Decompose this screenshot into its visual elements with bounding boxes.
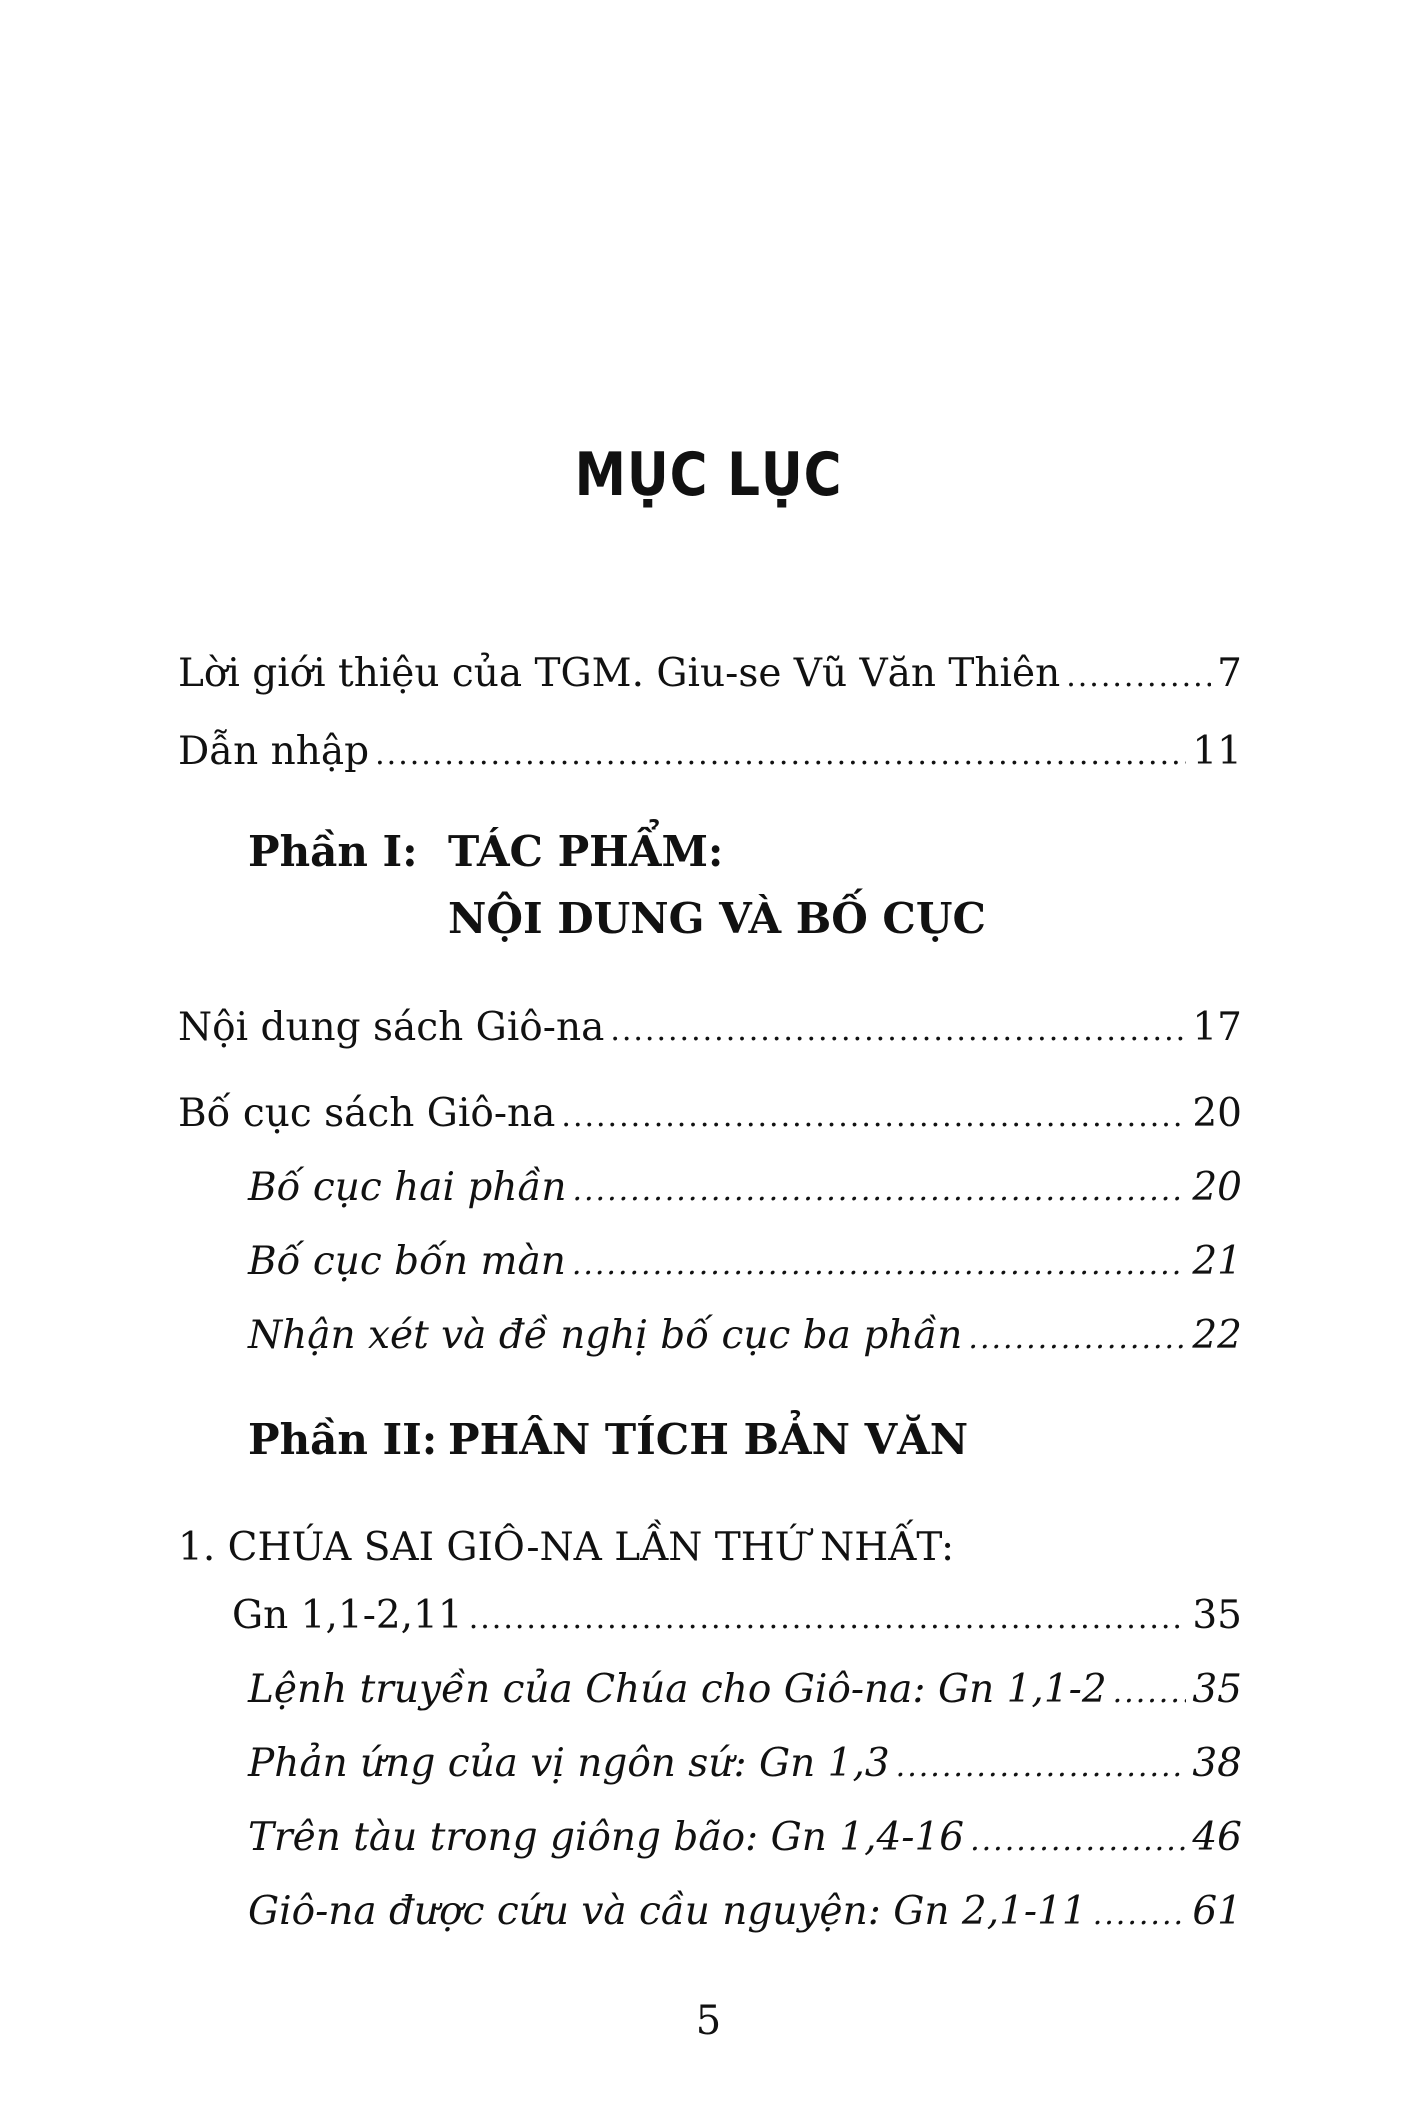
toc-leader-dots — [469, 1595, 1187, 1643]
toc-leader-dots — [1093, 1891, 1187, 1939]
toc-entry-foreword[interactable] — [178, 728, 1242, 779]
toc-entry-label: Bố cục bốn màn — [248, 1239, 566, 1284]
toc-entry-label: Bố cục sách Giô-na — [178, 1091, 556, 1136]
toc-entry-label: Dẫn nhập — [178, 729, 370, 774]
page-number: 5 — [695, 1998, 722, 2044]
toc-entry-content[interactable] — [178, 1004, 1242, 1055]
toc-subentry-storm[interactable] — [248, 1814, 1242, 1865]
toc-entry-page: 35 — [1192, 1593, 1242, 1638]
toc-entry-page: 38 — [1192, 1741, 1242, 1786]
toc-leader-dots — [970, 1817, 1186, 1865]
toc-leader-dots — [375, 731, 1186, 779]
toc-entry-label: Nhận xét và đề nghị bố cục ba phần — [248, 1313, 963, 1358]
toc-entry-label: Lời giới thiệu của TGM. Giu-se Vũ Văn Thiên — [178, 651, 1061, 696]
toc-entry-page: 20 — [1192, 1091, 1242, 1136]
part1-number: Phần I: — [248, 827, 418, 876]
toc-subentry-command[interactable] — [248, 1666, 1242, 1717]
toc-leader-dots — [572, 1241, 1187, 1289]
part2-heading — [248, 1416, 968, 1464]
toc-entry-structure[interactable] — [178, 1090, 1242, 1141]
toc-leader-dots — [1113, 1669, 1187, 1717]
toc-leader-dots — [561, 1093, 1186, 1141]
toc-entry-page: 21 — [1192, 1239, 1242, 1284]
page-title: MỤC LỤC — [574, 440, 843, 510]
toc-subentry-four-acts[interactable] — [248, 1238, 1242, 1289]
toc-entry-page: 17 — [1192, 1005, 1242, 1050]
toc-entry-label: Phản ứng của vị ngôn sứ: Gn 1,3 — [248, 1741, 890, 1786]
toc-leader-dots — [1066, 653, 1211, 701]
toc-entry-page: 7 — [1217, 651, 1242, 696]
chapter1-title: 1. CHÚA SAI GIÔ-NA LẦN THỨ NHẤT: — [178, 1525, 955, 1570]
toc-entry-label: Gn 1,1-2,11 — [232, 1593, 463, 1638]
toc-entry-page: 35 — [1192, 1667, 1242, 1712]
toc-subentry-reaction[interactable] — [248, 1740, 1242, 1791]
toc-leader-dots — [572, 1167, 1186, 1215]
part1-heading — [248, 828, 723, 876]
toc-leader-dots — [968, 1315, 1186, 1363]
toc-entry-page: 20 — [1192, 1165, 1242, 1210]
toc-subentry-saved-prayer[interactable] — [248, 1888, 1242, 1939]
toc-entry-introduction[interactable] — [178, 650, 1242, 701]
toc-entry-chapter1[interactable] — [232, 1592, 1242, 1643]
toc-entry-label: Giô-na được cứu và cầu nguyện: Gn 2,1-11 — [248, 1889, 1087, 1934]
part1-title-line1: TÁC PHẨM: — [448, 827, 724, 876]
part1-title-line2: NỘI DUNG VÀ BỐ CỤC — [448, 894, 986, 943]
toc-entry-label: Bố cục hai phần — [248, 1165, 567, 1210]
toc-entry-page: 22 — [1192, 1313, 1242, 1358]
toc-entry-label: Lệnh truyền của Chúa cho Giô-na: Gn 1,1-2 — [248, 1667, 1107, 1712]
toc-leader-dots — [610, 1007, 1186, 1055]
toc-subentry-two-parts[interactable] — [248, 1164, 1242, 1215]
part2-title: PHÂN TÍCH BẢN VĂN — [448, 1415, 969, 1464]
toc-entry-label: Trên tàu trong giông bão: Gn 1,4-16 — [248, 1815, 965, 1860]
toc-leader-dots — [896, 1743, 1187, 1791]
toc-entry-page: 46 — [1192, 1815, 1242, 1860]
part2-number: Phần II: — [248, 1415, 438, 1464]
toc-entry-page: 61 — [1192, 1889, 1242, 1934]
toc-entry-page: 11 — [1192, 729, 1242, 774]
toc-subentry-three-parts[interactable] — [248, 1312, 1242, 1363]
toc-entry-label: Nội dung sách Giô-na — [178, 1005, 605, 1050]
